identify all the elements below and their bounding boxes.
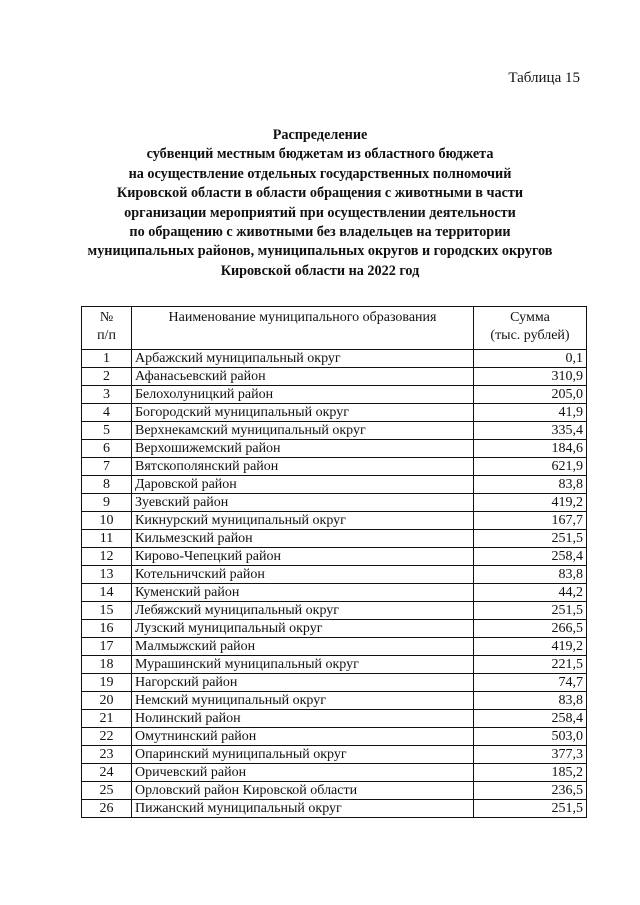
table-body <box>82 350 587 818</box>
row-sum: 205,0 <box>474 386 587 404</box>
row-sum: 236,5 <box>474 782 587 800</box>
table-row <box>82 746 587 764</box>
table-row <box>82 494 587 512</box>
table-row <box>82 674 587 692</box>
row-sum: 251,5 <box>474 602 587 620</box>
row-sum: 83,8 <box>474 476 587 494</box>
header-number <box>82 307 132 350</box>
row-sum: 44,2 <box>474 584 587 602</box>
table-row <box>82 422 587 440</box>
row-number: 21 <box>82 710 132 728</box>
table-row <box>82 404 587 422</box>
row-name: Зуевский район <box>132 494 474 512</box>
row-number: 1 <box>82 350 132 368</box>
table-row <box>82 710 587 728</box>
row-sum: 503,0 <box>474 728 587 746</box>
row-number: 11 <box>82 530 132 548</box>
table-row <box>82 764 587 782</box>
row-sum: 335,4 <box>474 422 587 440</box>
row-name: Даровской район <box>132 476 474 494</box>
table-row <box>82 368 587 386</box>
row-name: Белохолуницкий район <box>132 386 474 404</box>
table-row <box>82 476 587 494</box>
row-name: Арбажский муниципальный округ <box>132 350 474 368</box>
row-sum: 310,9 <box>474 368 587 386</box>
row-number: 26 <box>82 800 132 818</box>
row-name: Мурашинский муниципальный округ <box>132 656 474 674</box>
row-number: 2 <box>82 368 132 386</box>
table-row <box>82 638 587 656</box>
header-number-line2: п/п <box>97 328 116 343</box>
row-number: 3 <box>82 386 132 404</box>
row-sum: 0,1 <box>474 350 587 368</box>
row-number: 23 <box>82 746 132 764</box>
row-name: Опаринский муниципальный округ <box>132 746 474 764</box>
table-row <box>82 728 587 746</box>
distribution-table <box>81 306 587 818</box>
row-sum: 258,4 <box>474 548 587 566</box>
row-name: Малмыжский район <box>132 638 474 656</box>
row-number: 12 <box>82 548 132 566</box>
row-number: 7 <box>82 458 132 476</box>
row-number: 20 <box>82 692 132 710</box>
table-header-row <box>82 307 587 350</box>
row-sum: 258,4 <box>474 710 587 728</box>
table-row <box>82 530 587 548</box>
row-name: Оричевский район <box>132 764 474 782</box>
row-sum: 621,9 <box>474 458 587 476</box>
document-title <box>0 126 640 281</box>
row-number: 9 <box>82 494 132 512</box>
row-sum: 83,8 <box>474 692 587 710</box>
row-name: Афанасьевский район <box>132 368 474 386</box>
row-name: Лузский муниципальный округ <box>132 620 474 638</box>
table-row <box>82 512 587 530</box>
row-sum: 251,5 <box>474 530 587 548</box>
row-name: Омутнинский район <box>132 728 474 746</box>
title-line: организации мероприятий при осуществлении деятельности <box>124 204 516 221</box>
row-number: 14 <box>82 584 132 602</box>
table-row <box>82 584 587 602</box>
row-name: Кирово-Чепецкий район <box>132 548 474 566</box>
row-number: 19 <box>82 674 132 692</box>
row-name: Лебяжский муниципальный округ <box>132 602 474 620</box>
table-row <box>82 440 587 458</box>
table-row <box>82 350 587 368</box>
row-sum: 184,6 <box>474 440 587 458</box>
table-row <box>82 548 587 566</box>
row-sum: 266,5 <box>474 620 587 638</box>
title-line: по обращению с животными без владельцев на территории <box>129 224 511 241</box>
row-number: 5 <box>82 422 132 440</box>
row-name: Котельничский район <box>132 566 474 584</box>
row-number: 8 <box>82 476 132 494</box>
row-name: Немский муниципальный округ <box>132 692 474 710</box>
title-line: Распределение <box>272 127 368 143</box>
row-number: 18 <box>82 656 132 674</box>
row-name: Нолинский район <box>132 710 474 728</box>
row-number: 13 <box>82 566 132 584</box>
row-sum: 377,3 <box>474 746 587 764</box>
title-line: Кировской области на 2022 год <box>220 262 420 279</box>
title-line: Кировской области в области обращения с животными в части <box>116 185 524 202</box>
table-row <box>82 800 587 818</box>
header-number-line1: № <box>99 310 114 325</box>
row-name: Орловский район Кировской области <box>132 782 474 800</box>
row-name: Верхошижемский район <box>132 440 474 458</box>
row-name: Кикнурский муниципальный округ <box>132 512 474 530</box>
row-number: 25 <box>82 782 132 800</box>
row-sum: 419,2 <box>474 494 587 512</box>
row-number: 10 <box>82 512 132 530</box>
row-sum: 167,7 <box>474 512 587 530</box>
row-number: 4 <box>82 404 132 422</box>
row-name: Верхнекамский муниципальный округ <box>132 422 474 440</box>
row-sum: 419,2 <box>474 638 587 656</box>
row-name: Вятскополянский район <box>132 458 474 476</box>
table-row <box>82 782 587 800</box>
row-sum: 74,7 <box>474 674 587 692</box>
title-line: субвенций местным бюджетам из областного бюджета <box>146 146 494 163</box>
row-number: 17 <box>82 638 132 656</box>
row-sum: 41,9 <box>474 404 587 422</box>
row-number: 16 <box>82 620 132 638</box>
row-sum: 83,8 <box>474 566 587 584</box>
table-row <box>82 692 587 710</box>
table-row <box>82 602 587 620</box>
header-sum <box>474 307 587 350</box>
row-name: Куменский район <box>132 584 474 602</box>
title-line: муниципальных районов, муниципальных округов и городских округов <box>87 243 553 260</box>
table-row <box>82 620 587 638</box>
row-sum: 185,2 <box>474 764 587 782</box>
row-name: Богородский муниципальный округ <box>132 404 474 422</box>
row-name: Кильмезский район <box>132 530 474 548</box>
row-sum: 221,5 <box>474 656 587 674</box>
table-row <box>82 656 587 674</box>
title-line: на осуществление отдельных государственных полномочий <box>128 165 512 182</box>
header-name: Наименование муниципального образования <box>132 307 474 350</box>
row-number: 24 <box>82 764 132 782</box>
table-row <box>82 458 587 476</box>
table-number-label: Таблица 15 <box>508 70 580 86</box>
row-name: Нагорский район <box>132 674 474 692</box>
header-sum-line1: Сумма <box>510 310 550 325</box>
row-number: 15 <box>82 602 132 620</box>
row-number: 6 <box>82 440 132 458</box>
row-number: 22 <box>82 728 132 746</box>
table-row <box>82 566 587 584</box>
row-name: Пижанский муниципальный округ <box>132 800 474 818</box>
header-sum-line2: (тыс. рублей) <box>490 328 570 343</box>
row-sum: 251,5 <box>474 800 587 818</box>
table-row <box>82 386 587 404</box>
